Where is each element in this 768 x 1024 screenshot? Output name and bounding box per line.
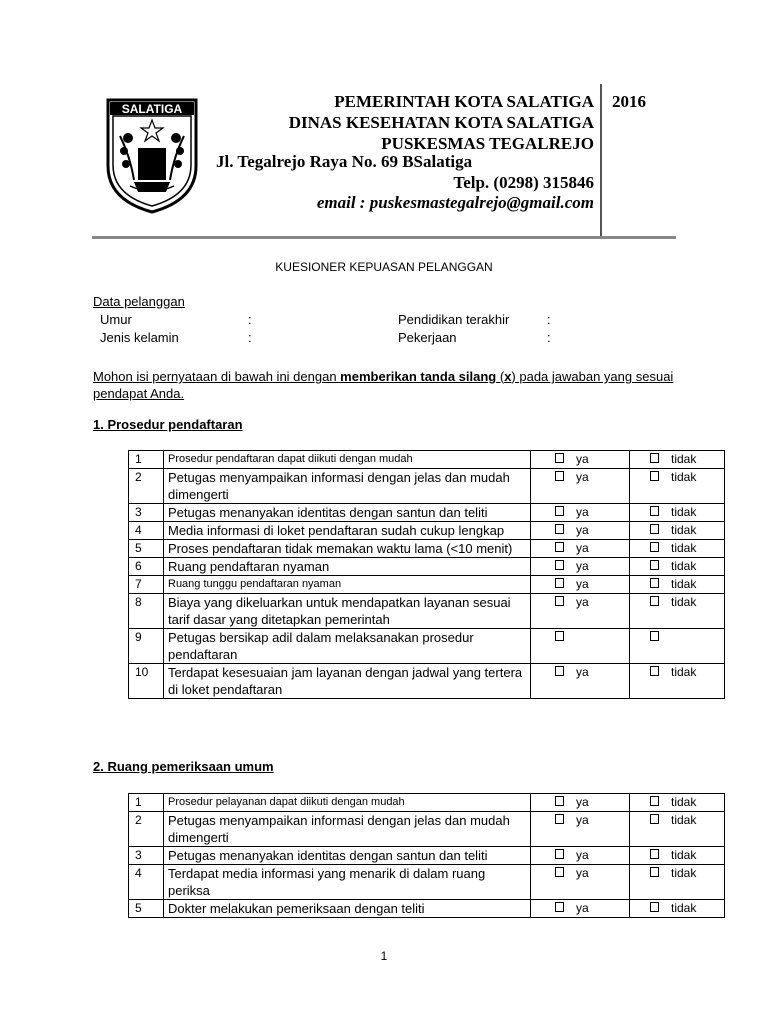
statement-text: Ruang tunggu pendaftaran nyaman: [164, 576, 531, 594]
yes-checkbox[interactable]: [555, 453, 564, 463]
instruction-text: [93, 368, 693, 402]
yes-label: ya: [576, 470, 589, 484]
no-label: tidak: [671, 866, 697, 880]
answer-yes-cell: [531, 451, 630, 469]
yes-checkbox[interactable]: [555, 796, 564, 806]
yes-checkbox[interactable]: [555, 542, 564, 552]
instruction-mark-symbol: x: [504, 369, 512, 384]
yes-checkbox[interactable]: [555, 578, 564, 588]
yes-checkbox[interactable]: [555, 471, 564, 481]
no-checkbox[interactable]: [650, 560, 659, 570]
row-number: 6: [129, 558, 164, 576]
yes-checkbox[interactable]: [555, 814, 564, 824]
age-label: Umur: [100, 312, 132, 327]
no-checkbox[interactable]: [650, 471, 659, 481]
row-number: 5: [129, 540, 164, 558]
instruction-part: (: [496, 369, 505, 384]
statement-text: Prosedur pendaftaran dapat diikuti dengan mudah: [164, 451, 531, 469]
answer-yes-cell: [531, 664, 630, 699]
no-checkbox[interactable]: [650, 453, 659, 463]
no-checkbox[interactable]: [650, 506, 659, 516]
yes-label: ya: [576, 795, 589, 809]
row-number: 9: [129, 629, 164, 664]
row-number: 4: [129, 865, 164, 900]
yes-checkbox[interactable]: [555, 666, 564, 676]
no-label: tidak: [671, 470, 697, 484]
answer-yes-cell: [531, 865, 630, 900]
row-number: 3: [129, 847, 164, 865]
yes-label: ya: [576, 559, 589, 573]
section-title-general-examination: 2. Ruang pemeriksaan umum: [93, 759, 274, 774]
no-label: tidak: [671, 901, 697, 915]
no-label: tidak: [671, 505, 697, 519]
no-checkbox[interactable]: [650, 796, 659, 806]
instruction-emphasis: memberikan tanda silang: [340, 369, 497, 384]
statement-text: Media informasi di loket pendaftaran sudah cukup lengkap: [164, 522, 531, 540]
yes-checkbox[interactable]: [555, 506, 564, 516]
answer-yes-cell: [531, 812, 630, 847]
no-label: tidak: [671, 595, 697, 609]
occupation-label: Pekerjaan: [398, 330, 457, 345]
row-number: 1: [129, 794, 164, 812]
row-number: 7: [129, 576, 164, 594]
table-row: [129, 558, 725, 576]
customer-data-label: Data pelanggan: [93, 294, 185, 309]
letterhead-phone: Telp. (0298) 315846: [453, 173, 594, 192]
no-label: tidak: [671, 452, 697, 466]
no-checkbox[interactable]: [650, 867, 659, 877]
row-number: 8: [129, 594, 164, 629]
table-row: [129, 469, 725, 504]
table-row: [129, 794, 725, 812]
row-number: 2: [129, 812, 164, 847]
table-row: [129, 664, 725, 699]
letterhead-government: PEMERINTAH KOTA SALATIGA: [334, 92, 594, 111]
education-field[interactable]: :: [547, 312, 551, 327]
letterhead-horizontal-divider: [92, 236, 676, 239]
no-label: tidak: [671, 813, 697, 827]
no-label: tidak: [671, 523, 697, 537]
yes-label: ya: [576, 866, 589, 880]
no-checkbox[interactable]: [650, 902, 659, 912]
row-number: 2: [129, 469, 164, 504]
yes-label: ya: [576, 577, 589, 591]
statement-text: Terdapat kesesuaian jam layanan dengan jadwal yang tertera di loket pendaftaran: [164, 664, 531, 699]
statement-text: Petugas bersikap adil dalam melaksanakan prosedur pendaftaran: [164, 629, 531, 664]
section-title-registration: 1. Prosedur pendaftaran: [93, 417, 243, 432]
table-row: [129, 594, 725, 629]
age-field[interactable]: :: [248, 312, 252, 327]
letterhead-health-office: DINAS KESEHATAN KOTA SALATIGA: [288, 113, 594, 132]
yes-label: ya: [576, 848, 589, 862]
answer-no-cell: [630, 451, 725, 469]
yes-label: ya: [576, 505, 589, 519]
letterhead-email: email : puskesmastegalrejo@gmail.com: [316, 193, 594, 212]
no-checkbox[interactable]: [650, 631, 659, 641]
row-number: 5: [129, 900, 164, 918]
table-row: [129, 522, 725, 540]
answer-yes-cell: [531, 900, 630, 918]
yes-checkbox[interactable]: [555, 631, 564, 641]
letterhead-year: 2016: [612, 92, 646, 111]
answer-no-cell: [630, 594, 725, 629]
answer-no-cell: [630, 558, 725, 576]
table-row: [129, 451, 725, 469]
row-number: 3: [129, 504, 164, 522]
answer-yes-cell: [531, 558, 630, 576]
answer-no-cell: [630, 504, 725, 522]
no-checkbox[interactable]: [650, 849, 659, 859]
no-label: tidak: [671, 848, 697, 862]
gender-field[interactable]: :: [248, 330, 252, 345]
row-number: 10: [129, 664, 164, 699]
document-title: KUESIONER KEPUASAN PELANGGAN: [275, 260, 493, 274]
answer-no-cell: [630, 522, 725, 540]
answer-no-cell: [630, 812, 725, 847]
statement-text: Petugas menanyakan identitas dengan santun dan teliti: [164, 847, 531, 865]
table-row: [129, 629, 725, 664]
answer-yes-cell: [531, 629, 630, 664]
yes-label: ya: [576, 813, 589, 827]
no-checkbox[interactable]: [650, 666, 659, 676]
logo-text: SALATIGA: [121, 102, 183, 116]
instruction-part: Mohon isi pernyataan di bawah ini dengan: [93, 369, 341, 384]
no-label: tidak: [671, 577, 697, 591]
answer-no-cell: [630, 847, 725, 865]
answer-yes-cell: [531, 576, 630, 594]
examination-questionnaire-table: [128, 793, 725, 918]
yes-label: ya: [576, 595, 589, 609]
statement-text: Petugas menanyakan identitas dengan santun dan teliti: [164, 504, 531, 522]
yes-label: ya: [576, 541, 589, 555]
statement-text: Dokter melakukan pemeriksaan dengan teliti: [164, 900, 531, 918]
no-label: tidak: [671, 665, 697, 679]
statement-text: Petugas menyampaikan informasi dengan jelas dan mudah dimengerti: [164, 469, 531, 504]
statement-text: Terdapat media informasi yang menarik di dalam ruang periksa: [164, 865, 531, 900]
table-row: [129, 812, 725, 847]
answer-yes-cell: [531, 794, 630, 812]
answer-yes-cell: [531, 522, 630, 540]
registration-questionnaire-table: [128, 450, 725, 699]
answer-no-cell: [630, 865, 725, 900]
table-row: [129, 847, 725, 865]
row-number: 4: [129, 522, 164, 540]
no-label: tidak: [671, 795, 697, 809]
answer-no-cell: [630, 576, 725, 594]
yes-label: ya: [576, 665, 589, 679]
no-checkbox[interactable]: [650, 578, 659, 588]
yes-checkbox[interactable]: [555, 849, 564, 859]
table-row: [129, 865, 725, 900]
yes-checkbox[interactable]: [555, 902, 564, 912]
no-label: tidak: [671, 541, 697, 555]
yes-label: ya: [576, 901, 589, 915]
answer-no-cell: [630, 469, 725, 504]
letterhead-puskesmas: PUSKESMAS TEGALREJO: [381, 134, 594, 153]
no-checkbox[interactable]: [650, 814, 659, 824]
answer-no-cell: [630, 794, 725, 812]
answer-no-cell: [630, 629, 725, 664]
instruction-part: ) pada jawaban yang sesuai pendapat Anda.: [93, 369, 674, 401]
answer-no-cell: [630, 664, 725, 699]
page-number: 1: [380, 949, 388, 963]
letterhead-vertical-divider: [600, 84, 602, 238]
table-row: [129, 576, 725, 594]
education-label: Pendidikan terakhir: [398, 312, 510, 327]
table-row: [129, 504, 725, 522]
letterhead-address: Jl. Tegalrejo Raya No. 69 BSalatiga: [216, 152, 473, 171]
no-checkbox[interactable]: [650, 542, 659, 552]
statement-text: Prosedur pelayanan dapat diikuti dengan mudah: [164, 794, 531, 812]
yes-label: ya: [576, 452, 589, 466]
row-number: 1: [129, 451, 164, 469]
gender-label: Jenis kelamin: [100, 330, 179, 345]
answer-yes-cell: [531, 847, 630, 865]
yes-checkbox[interactable]: [555, 596, 564, 606]
yes-checkbox[interactable]: [555, 560, 564, 570]
answer-yes-cell: [531, 540, 630, 558]
statement-text: Petugas menyampaikan informasi dengan jelas dan mudah dimengerti: [164, 812, 531, 847]
answer-yes-cell: [531, 504, 630, 522]
answer-yes-cell: [531, 469, 630, 504]
yes-checkbox[interactable]: [555, 524, 564, 534]
no-label: tidak: [671, 559, 697, 573]
answer-no-cell: [630, 900, 725, 918]
statement-text: Ruang pendaftaran nyaman: [164, 558, 531, 576]
answer-no-cell: [630, 540, 725, 558]
salatiga-emblem-logo: [104, 96, 200, 214]
statement-text: Proses pendaftaran tidak memakan waktu lama (<10 menit): [164, 540, 531, 558]
statement-text: Biaya yang dikeluarkan untuk mendapatkan layanan sesuai tarif dasar yang ditetapkan pemerintah: [164, 594, 531, 629]
occupation-field[interactable]: :: [547, 330, 551, 345]
yes-label: ya: [576, 523, 589, 537]
table-row: [129, 900, 725, 918]
answer-yes-cell: [531, 594, 630, 629]
no-checkbox[interactable]: [650, 596, 659, 606]
table-row: [129, 540, 725, 558]
yes-checkbox[interactable]: [555, 867, 564, 877]
no-checkbox[interactable]: [650, 524, 659, 534]
